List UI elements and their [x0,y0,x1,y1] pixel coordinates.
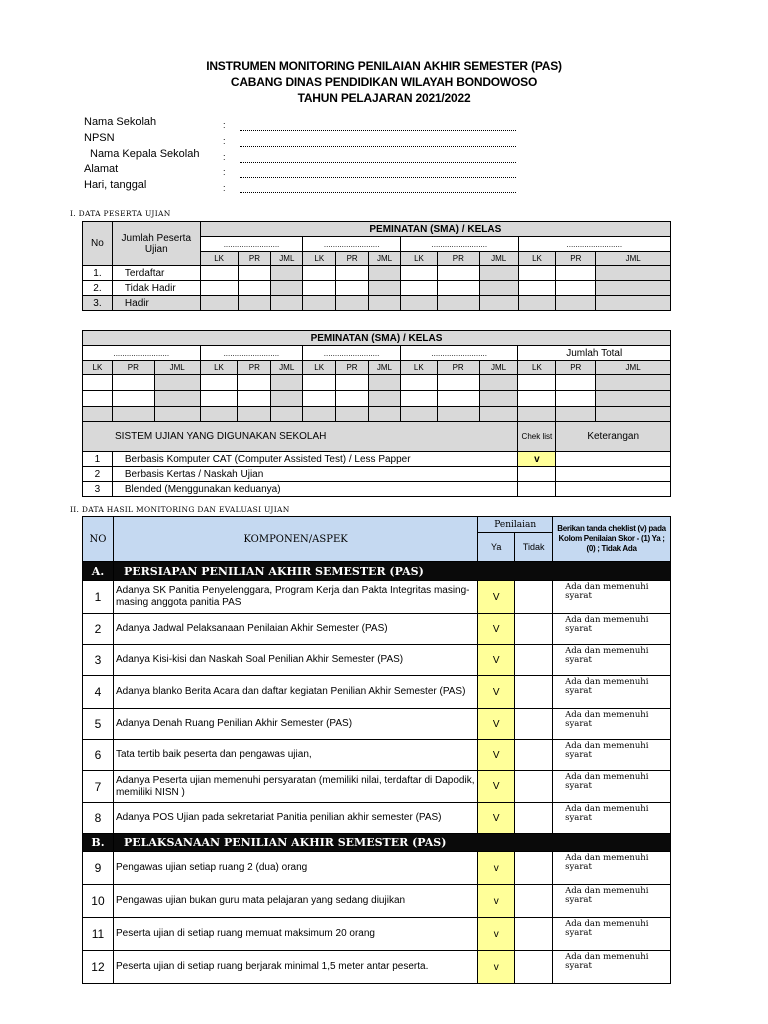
keterangan-cell[interactable]: Ada dan memenuhi syarat [553,740,671,771]
monitoring-row [83,676,671,709]
item-text: Adanya Jadwal Pelaksanaan Penilaian Akhir Semester (PAS) [113,614,477,645]
sistem-row [83,467,671,482]
data-cell[interactable] [238,266,271,281]
jml-header: JML [369,252,401,266]
item-number: 2 [83,614,114,645]
data-cell[interactable] [369,296,401,311]
item-text: Adanya SK Panitia Penyelenggara, Program Kerja dan Pakta Integritas masing-masing anggota panitia PAS [113,581,477,614]
row-number: 3 [83,482,113,497]
lk-header: LK [303,361,336,375]
sistem-ujian-header: SISTEM UJIAN YANG DIGUNAKAN SEKOLAH [83,422,518,452]
data-cell[interactable] [336,407,369,422]
table-row [83,281,671,296]
data-cell[interactable] [303,375,336,391]
keterangan-cell[interactable]: Ada dan memenuhi syarat [553,676,671,709]
data-cell[interactable] [518,296,556,311]
ya-check[interactable]: V [478,645,515,676]
item-number: 10 [83,885,114,918]
keterangan-cell[interactable]: Ada dan memenuhi syarat [553,614,671,645]
data-cell[interactable] [556,281,596,296]
data-cell[interactable] [83,375,113,391]
hari-tanggal-line[interactable] [240,192,516,193]
row-number: 1. [83,266,113,281]
npsn-line[interactable] [240,146,516,147]
keterangan-cell[interactable]: Ada dan memenuhi syarat [553,771,671,803]
document-subtitle: CABANG DINAS PENDIDIKAN WILAYAH BONDOWOSO [230,75,538,89]
data-cell[interactable] [518,407,556,422]
ya-check[interactable]: V [478,614,515,645]
item-text: Peserta ujian di setiap ruang memuat maksimum 20 orang [113,918,477,951]
keterangan-cell[interactable]: Ada dan memenuhi syarat [553,951,671,984]
data-cell[interactable] [556,407,596,422]
sistem-row [83,452,671,467]
data-cell[interactable] [303,296,336,311]
no-header: No [83,222,113,266]
item-number: 3 [83,645,114,676]
table-row [83,407,671,422]
data-cell[interactable] [271,407,303,422]
item-number: 11 [83,918,114,951]
data-cell[interactable] [437,375,479,391]
monitoring-row [83,771,671,803]
kelas-slot[interactable]: ......................... [303,346,401,361]
colon: : [223,152,226,162]
data-cell[interactable] [238,296,271,311]
data-cell[interactable] [154,407,200,422]
jumlah-total-header: Jumlah Total [518,346,671,361]
alamat-line[interactable] [240,177,516,178]
lk-header: LK [401,252,438,266]
monitoring-row [83,951,671,984]
penilaian-header: Penilaian [478,517,553,533]
field-label-hari-tanggal: Hari, tanggal [84,179,147,191]
item-text: Adanya Kisi-kisi dan Naskah Soal Penilian Akhir Semester (PAS) [113,645,477,676]
item-text: Pengawas ujian setiap ruang 2 (dua) orang [113,852,477,885]
item-text: Peserta ujian di setiap ruang berjarak minimal 1,5 meter antar peserta. [113,951,477,984]
data-cell[interactable] [336,375,369,391]
data-cell[interactable] [437,391,479,407]
cheklist-header: Chek list [518,422,556,452]
sistem-row [83,482,671,497]
data-cell[interactable] [556,375,596,391]
data-cell[interactable] [479,407,518,422]
tidak-check[interactable] [515,740,553,771]
ya-check[interactable]: v [478,951,515,984]
data-cell[interactable] [200,407,238,422]
data-cell[interactable] [336,281,369,296]
colon: : [223,120,226,130]
monitoring-row [83,709,671,740]
row-number: 1 [83,452,113,467]
tidak-check[interactable] [515,771,553,803]
group-a-title: PERSIAPAN PENILIAN AKHIR SEMESTER (PAS) [113,562,670,581]
tidak-check[interactable] [515,885,553,918]
lk-header: LK [83,361,113,375]
data-cell[interactable] [437,266,479,281]
data-cell[interactable] [238,391,271,407]
data-cell[interactable] [238,375,271,391]
lk-header: LK [200,252,238,266]
lk-header: LK [518,361,556,375]
ya-check[interactable]: v [478,852,515,885]
jml-header: JML [271,361,303,375]
monitoring-row [83,581,671,614]
tidak-check[interactable] [515,614,553,645]
group-a-letter: A. [83,562,114,581]
kepala-sekolah-line[interactable] [240,162,516,163]
data-cell[interactable] [369,266,401,281]
pr-header: PR [112,361,154,375]
pr-header: PR [336,252,369,266]
data-cell[interactable] [271,375,303,391]
tidak-check[interactable] [515,581,553,614]
data-cell[interactable] [479,391,518,407]
section-2-label: II. DATA HASIL MONITORING DAN EVALUASI UJIAN [70,505,290,514]
lk-header: LK [303,252,336,266]
jml-header: JML [271,252,303,266]
ya-check[interactable]: V [478,676,515,709]
sistem-label: Blended (Menggunakan keduanya) [112,482,518,497]
table-row [83,375,671,391]
pr-header: PR [238,361,271,375]
keterangan-cell[interactable]: Ada dan memenuhi syarat [553,885,671,918]
tidak-check[interactable] [515,918,553,951]
data-cell[interactable] [596,375,671,391]
ya-check[interactable]: v [478,918,515,951]
data-cell[interactable] [271,281,303,296]
pr-header: PR [437,252,479,266]
data-cell[interactable] [400,391,437,407]
peminatan-header: PEMINATAN (SMA) / KELAS [83,331,671,346]
pr-header: PR [556,252,596,266]
data-cell[interactable] [200,296,238,311]
keterangan-cell[interactable]: Ada dan memenuhi syarat [553,709,671,740]
sistem-label: Berbasis Komputer CAT (Computer Assisted Test) / Less Papper [112,452,518,467]
monitoring-row [83,740,671,771]
peserta-table [82,221,671,311]
data-cell[interactable] [556,296,596,311]
field-label-kepala-sekolah: Nama Kepala Sekolah [90,148,200,160]
data-cell[interactable] [437,281,479,296]
peminatan-sistem-table [82,330,671,497]
item-number: 6 [83,740,114,771]
jml-header: JML [479,252,518,266]
item-number: 4 [83,676,114,709]
lk-header: LK [200,361,238,375]
data-cell[interactable] [400,375,437,391]
monitoring-table [82,516,671,984]
item-text: Adanya blanko Berita Acara dan daftar kegiatan Penilian Akhir Semester (PAS) [113,676,477,709]
ya-check[interactable]: V [478,709,515,740]
colon: : [223,167,226,177]
kelas-slot[interactable]: ......................... [401,237,519,252]
jumlah-peserta-header: Jumlah Peserta Ujian [112,222,200,266]
jml-header: JML [154,361,200,375]
row-label: Hadir [112,296,200,311]
data-cell[interactable] [200,375,238,391]
sistem-keterangan[interactable] [556,467,671,482]
field-label-alamat: Alamat [84,163,119,175]
data-cell[interactable] [112,407,154,422]
kelas-slot[interactable]: ......................... [200,346,303,361]
data-cell[interactable] [401,296,438,311]
data-cell[interactable] [369,281,401,296]
instruction-note: Berikan tanda cheklist (v) pada Kolom Penilaian Skor - (1) Ya ; (0) ; Tidak Ada [553,517,671,562]
data-cell[interactable] [479,266,518,281]
data-cell[interactable] [112,375,154,391]
tidak-check[interactable] [515,951,553,984]
data-cell[interactable] [437,407,479,422]
monitoring-row [83,803,671,834]
document-title: INSTRUMEN MONITORING PENILAIAN AKHIR SEMESTER (PAS) [206,59,562,73]
group-b-letter: B. [83,834,114,852]
sistem-label: Berbasis Kertas / Naskah Ujian [112,467,518,482]
data-cell[interactable] [271,266,303,281]
data-cell[interactable] [368,391,400,407]
row-label: Terdaftar [112,266,200,281]
komponen-header: KOMPONEN/ASPEK [113,517,477,562]
keterangan-cell[interactable]: Ada dan memenuhi syarat [553,581,671,614]
pr-header: PR [556,361,596,375]
data-cell[interactable] [303,391,336,407]
data-cell[interactable] [596,281,671,296]
sistem-keterangan[interactable] [556,482,671,497]
item-number: 7 [83,771,114,803]
table-row [83,296,671,311]
keterangan-cell[interactable]: Ada dan memenuhi syarat [553,918,671,951]
data-cell[interactable] [336,266,369,281]
kelas-slot[interactable]: ......................... [83,346,201,361]
item-number: 9 [83,852,114,885]
jml-header: JML [596,252,671,266]
pr-header: PR [437,361,479,375]
monitoring-row [83,852,671,885]
tidak-check[interactable] [515,852,553,885]
data-cell[interactable] [336,391,369,407]
data-cell[interactable] [518,266,556,281]
tidak-check[interactable] [515,709,553,740]
data-cell[interactable] [556,391,596,407]
ya-check[interactable]: V [478,740,515,771]
keterangan-cell[interactable]: Ada dan memenuhi syarat [553,645,671,676]
data-cell[interactable] [303,266,336,281]
tidak-check[interactable] [515,803,553,834]
kelas-slot[interactable]: ......................... [400,346,518,361]
data-cell[interactable] [596,407,671,422]
data-cell[interactable] [112,391,154,407]
item-text: Adanya Denah Ruang Penilian Akhir Semester (PAS) [113,709,477,740]
tidak-check[interactable] [515,676,553,709]
nama-sekolah-line[interactable] [240,130,516,131]
item-number: 8 [83,803,114,834]
ya-check[interactable]: v [478,885,515,918]
data-cell[interactable] [518,391,556,407]
data-cell[interactable] [83,391,113,407]
keterangan-header: Keterangan [556,422,671,452]
ya-header: Ya [478,533,515,562]
group-b-title: PELAKSANAAN PENILIAN AKHIR SEMESTER (PAS) [113,834,670,852]
monitoring-row [83,918,671,951]
monitoring-row [83,885,671,918]
item-text: Adanya POS Ujian pada sekretariat Panitia penilian akhir semester (PAS) [113,803,477,834]
data-cell[interactable] [238,407,271,422]
data-cell[interactable] [271,391,303,407]
pr-header: PR [238,252,271,266]
ya-check[interactable]: V [478,581,515,614]
section-1-label: I. DATA PESERTA UJIAN [70,209,171,218]
ya-check[interactable]: V [478,803,515,834]
data-cell[interactable] [336,296,369,311]
data-cell[interactable] [200,281,238,296]
kelas-slot[interactable]: ......................... [303,237,401,252]
tidak-check[interactable] [515,645,553,676]
data-cell[interactable] [437,296,479,311]
data-cell[interactable] [596,391,671,407]
ya-check[interactable]: V [478,771,515,803]
row-label: Tidak Hadir [112,281,200,296]
data-cell[interactable] [479,375,518,391]
sistem-checkbox[interactable]: v [518,452,556,467]
keterangan-cell[interactable]: Ada dan memenuhi syarat [553,803,671,834]
data-cell[interactable] [596,296,671,311]
sistem-keterangan[interactable] [556,452,671,467]
data-cell[interactable] [401,281,438,296]
sistem-checkbox[interactable] [518,482,556,497]
data-cell[interactable] [200,266,238,281]
data-cell[interactable] [271,296,303,311]
jml-header: JML [479,361,518,375]
data-cell[interactable] [303,407,336,422]
item-text: Tata tertib baik peserta dan pengawas ujian, [113,740,477,771]
data-cell[interactable] [596,266,671,281]
table-row [83,266,671,281]
data-cell[interactable] [400,407,437,422]
field-label-npsn: NPSN [84,132,115,144]
data-cell[interactable] [303,281,336,296]
sistem-checkbox[interactable] [518,467,556,482]
field-label-nama-sekolah: Nama Sekolah [84,116,157,128]
data-cell[interactable] [154,375,200,391]
item-number: 12 [83,951,114,984]
data-cell[interactable] [479,281,518,296]
monitoring-row [83,645,671,676]
row-number: 2 [83,467,113,482]
item-number: 5 [83,709,114,740]
tidak-header: Tidak [515,533,553,562]
data-cell[interactable] [518,281,556,296]
colon: : [223,183,226,193]
document-year: TAHUN PELAJARAN 2021/2022 [297,91,471,105]
peminatan-header: PEMINATAN (SMA) / KELAS [200,222,670,237]
data-cell[interactable] [200,391,238,407]
table-row [83,391,671,407]
jml-header: JML [596,361,671,375]
data-cell[interactable] [401,266,438,281]
kelas-slot[interactable]: ......................... [200,237,303,252]
monitoring-row [83,614,671,645]
kelas-slot[interactable]: ......................... [518,237,670,252]
item-text: Adanya Peserta ujian memenuhi persyaratan (memiliki nilai, terdaftar di Dapodik, memiliki NISN ) [113,771,477,803]
lk-header: LK [400,361,437,375]
keterangan-cell[interactable]: Ada dan memenuhi syarat [553,852,671,885]
colon: : [223,136,226,146]
item-number: 1 [83,581,114,614]
lk-header: LK [518,252,556,266]
data-cell[interactable] [556,266,596,281]
data-cell[interactable] [154,391,200,407]
data-cell[interactable] [368,407,400,422]
data-cell[interactable] [238,281,271,296]
data-cell[interactable] [368,375,400,391]
pr-header: PR [336,361,369,375]
item-text: Pengawas ujian bukan guru mata pelajaran yang sedang diujikan [113,885,477,918]
row-number: 3. [83,296,113,311]
no-header: NO [83,517,114,562]
row-number: 2. [83,281,113,296]
data-cell[interactable] [479,296,518,311]
data-cell[interactable] [83,407,113,422]
jml-header: JML [368,361,400,375]
data-cell[interactable] [518,375,556,391]
